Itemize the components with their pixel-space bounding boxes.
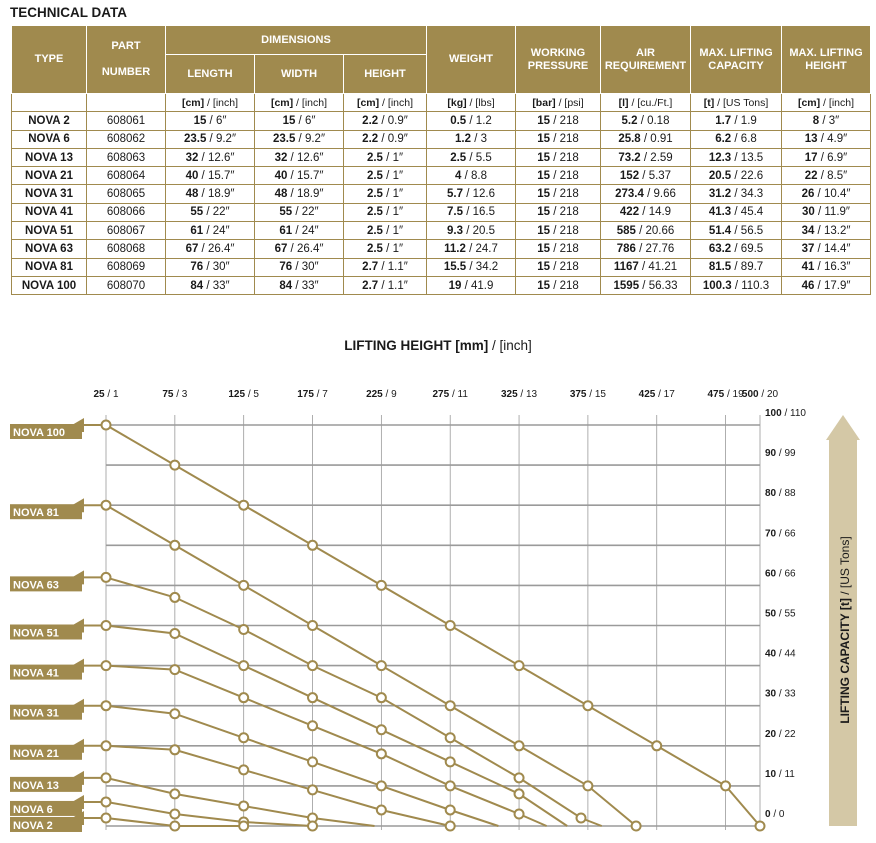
- x-tick-label: 375 / 15: [569, 389, 606, 400]
- data-point: [308, 757, 317, 766]
- part-number-cell: 608070: [87, 276, 166, 294]
- part-number-cell: 608069: [87, 258, 166, 276]
- type-cell: NOVA 2: [12, 112, 87, 130]
- weight-cell: 2.5 / 5.5: [427, 148, 516, 166]
- type-cell: NOVA 21: [12, 167, 87, 185]
- lift-height-cell: 8 / 3″: [782, 112, 871, 130]
- width-cell: 48 / 18.9″: [255, 185, 344, 203]
- capacity-cell: 31.2 / 34.3: [691, 185, 782, 203]
- weight-cell: 9.3 / 20.5: [427, 222, 516, 240]
- data-point: [239, 501, 248, 510]
- width-header: WIDTH: [255, 55, 344, 94]
- data-point: [446, 757, 455, 766]
- data-point: [308, 721, 317, 730]
- type-cell: NOVA 100: [12, 276, 87, 294]
- length-cell: 84 / 33″: [166, 276, 255, 294]
- series-nova-41: [10, 659, 547, 826]
- part-number-cell: 608067: [87, 222, 166, 240]
- data-point: [377, 725, 386, 734]
- y-tick-label: 50 / 55: [765, 608, 796, 620]
- series-label: NOVA 6: [13, 803, 53, 816]
- unit-width: [cm] / [inch]: [255, 94, 344, 112]
- x-tick-label: 500 / 20: [741, 389, 779, 400]
- air-cell: 152 / 5.37: [601, 167, 691, 185]
- unit-capacity: [t] / [US Tons]: [691, 94, 782, 112]
- x-tick-label: 325 / 13: [500, 389, 538, 400]
- type-cell: NOVA 51: [12, 222, 87, 240]
- lift-height-cell: 30 / 11.9″: [782, 203, 871, 221]
- height-cell: 2.5 / 1″: [344, 167, 427, 185]
- series-nova-51: [10, 619, 567, 827]
- lift-height-cell: 41 / 16.3″: [782, 258, 871, 276]
- lift-height-cell: 22 / 8.5″: [782, 167, 871, 185]
- series-label: NOVA 31: [13, 707, 59, 720]
- data-point: [377, 805, 386, 814]
- series-line: [106, 706, 498, 826]
- data-point: [170, 745, 179, 754]
- height-cell: 2.5 / 1″: [344, 148, 427, 166]
- x-tick-label: 225 / 9: [366, 389, 397, 400]
- x-tick-label: 175 / 7: [297, 389, 328, 400]
- height-cell: 2.2 / 0.9″: [344, 112, 427, 130]
- pressure-cell: 15 / 218: [516, 148, 601, 166]
- series-label: NOVA 81: [13, 507, 59, 520]
- data-point: [446, 822, 455, 831]
- height-cell: 2.5 / 1″: [344, 222, 427, 240]
- x-tick-label: 275 / 11: [432, 389, 468, 400]
- dimensions-header: DIMENSIONS: [166, 26, 427, 55]
- data-point: [170, 593, 179, 602]
- y-tick-label: 30 / 33: [765, 688, 796, 700]
- y-tick-label: 40 / 44: [765, 648, 796, 660]
- unit-height: [cm] / [inch]: [344, 94, 427, 112]
- data-point: [446, 805, 455, 814]
- air-cell: 1167 / 41.21: [601, 258, 691, 276]
- data-point: [446, 781, 455, 790]
- data-point: [102, 661, 111, 670]
- unit-air: [l] / [cu./Ft.]: [601, 94, 691, 112]
- data-point: [102, 813, 111, 822]
- data-point: [583, 781, 592, 790]
- type-header: TYPE: [12, 26, 87, 94]
- length-cell: 76 / 30″: [166, 258, 255, 276]
- width-cell: 15 / 6″: [255, 112, 344, 130]
- length-cell: 61 / 24″: [166, 222, 255, 240]
- data-point: [515, 661, 524, 670]
- data-point: [102, 621, 111, 630]
- type-cell: NOVA 13: [12, 148, 87, 166]
- height-cell: 2.7 / 1.1″: [344, 258, 427, 276]
- lift-height-cell: 46 / 17.9″: [782, 276, 871, 294]
- data-point: [239, 625, 248, 634]
- data-point: [170, 629, 179, 638]
- capacity-cell: 100.3 / 110.3: [691, 276, 782, 294]
- pressure-cell: 15 / 218: [516, 222, 601, 240]
- data-point: [721, 781, 730, 790]
- weight-cell: 5.7 / 12.6: [427, 185, 516, 203]
- air-cell: 1595 / 56.33: [601, 276, 691, 294]
- air-cell: 25.8 / 0.91: [601, 130, 691, 148]
- data-point: [308, 822, 317, 831]
- data-point: [515, 773, 524, 782]
- width-cell: 76 / 30″: [255, 258, 344, 276]
- part-number-cell: 608068: [87, 240, 166, 258]
- y-tick-label: 100 / 110: [765, 408, 806, 419]
- type-cell: NOVA 81: [12, 258, 87, 276]
- air-cell: 5.2 / 0.18: [601, 112, 691, 130]
- height-cell: 2.5 / 1″: [344, 185, 427, 203]
- pressure-cell: 15 / 218: [516, 203, 601, 221]
- unit-length: [cm] / [inch]: [166, 94, 255, 112]
- series-label: NOVA 51: [13, 627, 59, 640]
- data-point: [102, 421, 111, 430]
- length-cell: 23.5 / 9.2″: [166, 130, 255, 148]
- air-cell: 73.2 / 2.59: [601, 148, 691, 166]
- height-cell: 2.5 / 1″: [344, 203, 427, 221]
- data-point: [239, 733, 248, 742]
- height-header: HEIGHT: [344, 55, 427, 94]
- data-point: [308, 661, 317, 670]
- lift-height-cell: 17 / 6.9″: [782, 148, 871, 166]
- pressure-cell: 15 / 218: [516, 240, 601, 258]
- data-point: [377, 693, 386, 702]
- length-cell: 48 / 18.9″: [166, 185, 255, 203]
- air-cell: 786 / 27.76: [601, 240, 691, 258]
- chart-title: LIFTING HEIGHT [mm] / [inch]: [344, 338, 532, 353]
- x-tick-label: 475 / 19: [707, 389, 744, 400]
- data-point: [308, 621, 317, 630]
- x-tick-label: 125 / 5: [228, 389, 259, 400]
- max-lifting-height-header: MAX. LIFTING HEIGHT: [782, 26, 871, 94]
- data-point: [239, 801, 248, 810]
- unit-lift-height: [cm] / [inch]: [782, 94, 871, 112]
- air-cell: 585 / 20.66: [601, 222, 691, 240]
- length-header: LENGTH: [166, 55, 255, 94]
- width-cell: 67 / 26.4″: [255, 240, 344, 258]
- capacity-cell: 81.5 / 89.7: [691, 258, 782, 276]
- width-cell: 23.5 / 9.2″: [255, 130, 344, 148]
- data-point: [652, 741, 661, 750]
- series-label: NOVA 2: [13, 819, 53, 832]
- part-number-cell: 608063: [87, 148, 166, 166]
- data-point: [102, 501, 111, 510]
- width-cell: 61 / 24″: [255, 222, 344, 240]
- type-cell: NOVA 31: [12, 185, 87, 203]
- capacity-cell: 12.3 / 13.5: [691, 148, 782, 166]
- width-cell: 32 / 12.6″: [255, 148, 344, 166]
- data-point: [308, 541, 317, 550]
- pressure-cell: 15 / 218: [516, 185, 601, 203]
- length-cell: 15 / 6″: [166, 112, 255, 130]
- max-lifting-capacity-header: MAX. LIFTING CAPACITY: [691, 26, 782, 94]
- data-point: [170, 709, 179, 718]
- height-cell: 2.7 / 1.1″: [344, 276, 427, 294]
- weight-cell: 0.5 / 1.2: [427, 112, 516, 130]
- y-tick-label: 60 / 66: [765, 568, 796, 580]
- data-point: [239, 693, 248, 702]
- data-point: [239, 581, 248, 590]
- pressure-cell: 15 / 218: [516, 276, 601, 294]
- lift-height-cell: 13 / 4.9″: [782, 130, 871, 148]
- data-point: [377, 581, 386, 590]
- unit-weight: [kg] / [lbs]: [427, 94, 516, 112]
- series-label: NOVA 100: [13, 427, 65, 439]
- data-point: [446, 701, 455, 710]
- data-point: [583, 701, 592, 710]
- length-cell: 32 / 12.6″: [166, 148, 255, 166]
- weight-cell: 4 / 8.8: [427, 167, 516, 185]
- data-point: [170, 822, 179, 831]
- part-number-header: PART NUMBER: [87, 26, 166, 94]
- capacity-cell: 51.4 / 56.5: [691, 222, 782, 240]
- weight-cell: 1.2 / 3: [427, 130, 516, 148]
- data-point: [102, 797, 111, 806]
- capacity-cell: 41.3 / 45.4: [691, 203, 782, 221]
- data-point: [577, 813, 586, 822]
- series-label: NOVA 41: [13, 667, 59, 680]
- weight-header: WEIGHT: [427, 26, 516, 94]
- pressure-cell: 15 / 218: [516, 130, 601, 148]
- data-point: [515, 741, 524, 750]
- part-number-cell: 608062: [87, 130, 166, 148]
- part-number-cell: 608066: [87, 203, 166, 221]
- data-point: [170, 541, 179, 550]
- x-tick-label: 425 / 17: [638, 389, 675, 400]
- y-tick-label: 80 / 88: [765, 488, 796, 500]
- part-number-cell: 608061: [87, 112, 166, 130]
- air-cell: 273.4 / 9.66: [601, 185, 691, 203]
- weight-cell: 19 / 41.9: [427, 276, 516, 294]
- weight-cell: 11.2 / 24.7: [427, 240, 516, 258]
- data-point: [377, 781, 386, 790]
- part-number-cell: 608065: [87, 185, 166, 203]
- capacity-arrow-head: [826, 415, 860, 440]
- data-point: [239, 822, 248, 831]
- x-tick-label: 25 / 1: [93, 389, 119, 400]
- capacity-cell: 6.2 / 6.8: [691, 130, 782, 148]
- data-point: [170, 809, 179, 818]
- weight-cell: 15.5 / 34.2: [427, 258, 516, 276]
- data-point: [632, 822, 641, 831]
- data-point: [377, 661, 386, 670]
- capacity-cell: 63.2 / 69.5: [691, 240, 782, 258]
- length-cell: 40 / 15.7″: [166, 167, 255, 185]
- data-point: [377, 749, 386, 758]
- type-cell: NOVA 63: [12, 240, 87, 258]
- y-axis-label: LIFTING CAPACITY [t] / [US Tons]: [838, 536, 852, 724]
- data-point: [756, 822, 765, 831]
- length-cell: 67 / 26.4″: [166, 240, 255, 258]
- y-tick-label: 0 / 0: [765, 809, 785, 820]
- data-point: [446, 621, 455, 630]
- height-cell: 2.2 / 0.9″: [344, 130, 427, 148]
- type-cell: NOVA 41: [12, 203, 87, 221]
- width-cell: 40 / 15.7″: [255, 167, 344, 185]
- data-point: [515, 809, 524, 818]
- data-point: [446, 733, 455, 742]
- air-cell: 422 / 14.9: [601, 203, 691, 221]
- length-cell: 55 / 22″: [166, 203, 255, 221]
- air-requirement-header: AIR REQUIREMENT: [601, 26, 691, 94]
- capacity-cell: 1.7 / 1.9: [691, 112, 782, 130]
- y-tick-label: 20 / 22: [765, 728, 796, 740]
- data-point: [239, 765, 248, 774]
- width-cell: 84 / 33″: [255, 276, 344, 294]
- pressure-cell: 15 / 218: [516, 167, 601, 185]
- series-nova-100: [10, 418, 765, 831]
- data-point: [308, 785, 317, 794]
- capacity-cell: 20.5 / 22.6: [691, 167, 782, 185]
- data-point: [102, 701, 111, 710]
- pressure-cell: 15 / 218: [516, 112, 601, 130]
- data-point: [515, 789, 524, 798]
- data-point: [239, 661, 248, 670]
- data-point: [308, 693, 317, 702]
- data-point: [170, 665, 179, 674]
- height-cell: 2.5 / 1″: [344, 240, 427, 258]
- type-cell: NOVA 6: [12, 130, 87, 148]
- data-point: [102, 573, 111, 582]
- working-pressure-header: WORKING PRESSURE: [516, 26, 601, 94]
- weight-cell: 7.5 / 16.5: [427, 203, 516, 221]
- data-point: [102, 773, 111, 782]
- data-point: [170, 461, 179, 470]
- lift-height-cell: 26 / 10.4″: [782, 185, 871, 203]
- unit-pressure: [bar] / [psi]: [516, 94, 601, 112]
- y-tick-label: 70 / 66: [765, 528, 796, 540]
- data-point: [102, 741, 111, 750]
- series-label: NOVA 63: [13, 579, 59, 592]
- part-number-cell: 608064: [87, 167, 166, 185]
- data-point: [170, 789, 179, 798]
- series-label: NOVA 21: [13, 747, 59, 760]
- pressure-cell: 15 / 218: [516, 258, 601, 276]
- series-label: NOVA 13: [13, 779, 59, 792]
- lift-height-cell: 34 / 13.2″: [782, 222, 871, 240]
- width-cell: 55 / 22″: [255, 203, 344, 221]
- y-tick-label: 90 / 99: [765, 448, 796, 460]
- y-tick-label: 10 / 11: [765, 768, 795, 780]
- x-tick-label: 75 / 3: [162, 389, 188, 400]
- page-title: TECHNICAL DATA: [10, 5, 127, 20]
- series-line: [106, 577, 602, 826]
- lift-height-cell: 37 / 14.4″: [782, 240, 871, 258]
